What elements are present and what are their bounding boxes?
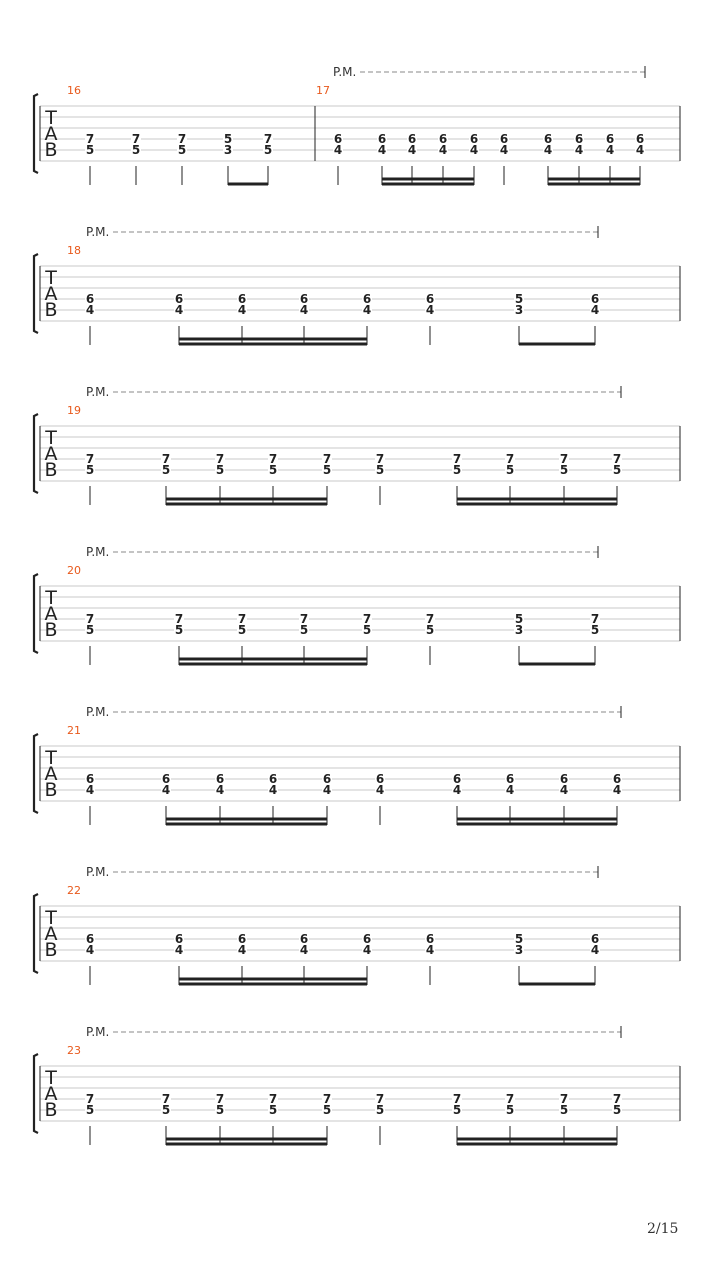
fret-number: 5 bbox=[161, 1103, 171, 1117]
measure-number: 18 bbox=[67, 244, 81, 257]
fret-number: 6 bbox=[612, 772, 622, 786]
fret-number: 6 bbox=[505, 772, 515, 786]
fret-number: 7 bbox=[452, 452, 462, 466]
fret-number: 4 bbox=[543, 143, 553, 157]
fret-number: 4 bbox=[362, 303, 372, 317]
tab-clef-letter: T bbox=[45, 587, 57, 609]
fret-number: 7 bbox=[612, 1092, 622, 1106]
fret-number: 7 bbox=[425, 612, 435, 626]
fret-number: 7 bbox=[505, 1092, 515, 1106]
fret-number: 5 bbox=[612, 463, 622, 477]
measure-number: 19 bbox=[67, 404, 81, 417]
fret-number: 6 bbox=[85, 772, 95, 786]
tab-clef-letter: A bbox=[44, 1083, 58, 1105]
palm-mute-label: P.M. bbox=[86, 1025, 110, 1039]
fret-number: 5 bbox=[505, 1103, 515, 1117]
tab-clef-letter: A bbox=[44, 123, 58, 145]
tab-clef-letter: T bbox=[45, 747, 57, 769]
tab-clef-letter: B bbox=[44, 779, 58, 801]
fret-number: 4 bbox=[635, 143, 645, 157]
measure-number: 17 bbox=[316, 84, 330, 97]
fret-number: 6 bbox=[605, 132, 615, 146]
fret-number: 5 bbox=[452, 463, 462, 477]
fret-number: 5 bbox=[85, 623, 95, 637]
system-bracket bbox=[34, 1054, 38, 1133]
fret-number: 4 bbox=[425, 943, 435, 957]
fret-number: 6 bbox=[469, 132, 479, 146]
fret-number: 4 bbox=[85, 303, 95, 317]
fret-number: 5 bbox=[505, 463, 515, 477]
palm-mute-label: P.M. bbox=[333, 65, 357, 79]
fret-number: 7 bbox=[85, 132, 95, 146]
palm-mute-label: P.M. bbox=[86, 705, 110, 719]
fret-number: 4 bbox=[322, 783, 332, 797]
system-bracket bbox=[34, 894, 38, 973]
fret-number: 5 bbox=[612, 1103, 622, 1117]
fret-number: 4 bbox=[559, 783, 569, 797]
fret-number: 6 bbox=[268, 772, 278, 786]
fret-number: 4 bbox=[174, 303, 184, 317]
fret-number: 7 bbox=[161, 1092, 171, 1106]
fret-number: 4 bbox=[299, 303, 309, 317]
fret-number: 4 bbox=[174, 943, 184, 957]
fret-number: 5 bbox=[268, 1103, 278, 1117]
fret-number: 7 bbox=[263, 132, 273, 146]
tab-clef-letter: T bbox=[45, 107, 57, 129]
fret-number: 5 bbox=[452, 1103, 462, 1117]
fret-number: 5 bbox=[174, 623, 184, 637]
fret-number: 4 bbox=[505, 783, 515, 797]
fret-number: 6 bbox=[85, 932, 95, 946]
fret-number: 5 bbox=[237, 623, 247, 637]
fret-number: 7 bbox=[268, 452, 278, 466]
fret-number: 7 bbox=[375, 1092, 385, 1106]
fret-number: 7 bbox=[559, 452, 569, 466]
fret-number: 5 bbox=[425, 623, 435, 637]
fret-number: 7 bbox=[612, 452, 622, 466]
fret-number: 4 bbox=[425, 303, 435, 317]
measure-number: 21 bbox=[67, 724, 81, 737]
fret-number: 4 bbox=[85, 943, 95, 957]
fret-number: 7 bbox=[215, 1092, 225, 1106]
fret-number: 4 bbox=[377, 143, 387, 157]
tab-clef-letter: B bbox=[44, 139, 58, 161]
fret-number: 4 bbox=[85, 783, 95, 797]
fret-number: 6 bbox=[215, 772, 225, 786]
fret-number: 7 bbox=[362, 612, 372, 626]
fret-number: 4 bbox=[612, 783, 622, 797]
fret-number: 6 bbox=[174, 292, 184, 306]
measure-number: 20 bbox=[67, 564, 81, 577]
fret-number: 6 bbox=[333, 132, 343, 146]
fret-number: 7 bbox=[215, 452, 225, 466]
tab-clef-letter: A bbox=[44, 443, 58, 465]
fret-number: 7 bbox=[131, 132, 141, 146]
fret-number: 6 bbox=[438, 132, 448, 146]
fret-number: 6 bbox=[425, 932, 435, 946]
fret-number: 5 bbox=[299, 623, 309, 637]
fret-number: 5 bbox=[375, 463, 385, 477]
tab-clef-letter: B bbox=[44, 459, 58, 481]
fret-number: 5 bbox=[85, 143, 95, 157]
fret-number: 6 bbox=[407, 132, 417, 146]
fret-number: 5 bbox=[322, 1103, 332, 1117]
fret-number: 4 bbox=[605, 143, 615, 157]
fret-number: 4 bbox=[161, 783, 171, 797]
fret-number: 4 bbox=[237, 303, 247, 317]
fret-number: 7 bbox=[452, 1092, 462, 1106]
fret-number: 6 bbox=[559, 772, 569, 786]
fret-number: 6 bbox=[375, 772, 385, 786]
fret-number: 6 bbox=[425, 292, 435, 306]
tab-clef-letter: T bbox=[45, 1067, 57, 1089]
fret-number: 7 bbox=[322, 452, 332, 466]
tab-clef-letter: T bbox=[45, 427, 57, 449]
system-bracket bbox=[34, 734, 38, 813]
fret-number: 6 bbox=[590, 292, 600, 306]
fret-number: 5 bbox=[215, 463, 225, 477]
tab-clef-letter: A bbox=[44, 763, 58, 785]
tab-clef-letter: A bbox=[44, 923, 58, 945]
fret-number: 5 bbox=[131, 143, 141, 157]
fret-number: 5 bbox=[85, 1103, 95, 1117]
fret-number: 4 bbox=[268, 783, 278, 797]
fret-number: 5 bbox=[322, 463, 332, 477]
palm-mute-label: P.M. bbox=[86, 865, 110, 879]
fret-number: 7 bbox=[161, 452, 171, 466]
fret-number: 4 bbox=[362, 943, 372, 957]
measure-number: 22 bbox=[67, 884, 81, 897]
fret-number: 5 bbox=[223, 132, 233, 146]
fret-number: 5 bbox=[268, 463, 278, 477]
fret-number: 7 bbox=[590, 612, 600, 626]
fret-number: 5 bbox=[161, 463, 171, 477]
fret-number: 4 bbox=[215, 783, 225, 797]
fret-number: 5 bbox=[590, 623, 600, 637]
fret-number: 6 bbox=[322, 772, 332, 786]
fret-number: 6 bbox=[237, 292, 247, 306]
tab-clef-letter: B bbox=[44, 619, 58, 641]
system-bracket bbox=[34, 254, 38, 333]
fret-number: 5 bbox=[514, 292, 524, 306]
fret-number: 7 bbox=[85, 1092, 95, 1106]
fret-number: 7 bbox=[299, 612, 309, 626]
fret-number: 3 bbox=[514, 623, 524, 637]
fret-number: 6 bbox=[452, 772, 462, 786]
fret-number: 3 bbox=[514, 303, 524, 317]
tab-clef-letter: B bbox=[44, 939, 58, 961]
fret-number: 5 bbox=[263, 143, 273, 157]
system-bracket bbox=[34, 414, 38, 493]
fret-number: 6 bbox=[590, 932, 600, 946]
fret-number: 5 bbox=[559, 1103, 569, 1117]
fret-number: 6 bbox=[85, 292, 95, 306]
fret-number: 6 bbox=[543, 132, 553, 146]
page-number: 2/15 bbox=[647, 1221, 679, 1237]
tab-clef-letter: T bbox=[45, 907, 57, 929]
fret-number: 6 bbox=[237, 932, 247, 946]
fret-number: 7 bbox=[322, 1092, 332, 1106]
fret-number: 7 bbox=[559, 1092, 569, 1106]
fret-number: 6 bbox=[377, 132, 387, 146]
fret-number: 4 bbox=[237, 943, 247, 957]
fret-number: 6 bbox=[299, 292, 309, 306]
fret-number: 4 bbox=[590, 943, 600, 957]
tab-clef-letter: A bbox=[44, 283, 58, 305]
fret-number: 4 bbox=[375, 783, 385, 797]
fret-number: 6 bbox=[161, 772, 171, 786]
fret-number: 6 bbox=[635, 132, 645, 146]
fret-number: 4 bbox=[469, 143, 479, 157]
fret-number: 5 bbox=[362, 623, 372, 637]
fret-number: 7 bbox=[85, 612, 95, 626]
palm-mute-label: P.M. bbox=[86, 225, 110, 239]
fret-number: 6 bbox=[174, 932, 184, 946]
tab-clef-letter: A bbox=[44, 603, 58, 625]
fret-number: 6 bbox=[499, 132, 509, 146]
fret-number: 3 bbox=[223, 143, 233, 157]
fret-number: 4 bbox=[333, 143, 343, 157]
system-bracket bbox=[34, 574, 38, 653]
fret-number: 4 bbox=[438, 143, 448, 157]
fret-number: 4 bbox=[574, 143, 584, 157]
fret-number: 5 bbox=[514, 612, 524, 626]
fret-number: 4 bbox=[452, 783, 462, 797]
tab-clef-letter: B bbox=[44, 1099, 58, 1121]
measure-number: 23 bbox=[67, 1044, 81, 1057]
fret-number: 6 bbox=[574, 132, 584, 146]
fret-number: 7 bbox=[375, 452, 385, 466]
fret-number: 5 bbox=[85, 463, 95, 477]
fret-number: 7 bbox=[85, 452, 95, 466]
system-bracket bbox=[34, 94, 38, 173]
fret-number: 5 bbox=[514, 932, 524, 946]
fret-number: 7 bbox=[268, 1092, 278, 1106]
fret-number: 4 bbox=[590, 303, 600, 317]
fret-number: 7 bbox=[237, 612, 247, 626]
palm-mute-label: P.M. bbox=[86, 545, 110, 559]
tab-clef-letter: B bbox=[44, 299, 58, 321]
fret-number: 7 bbox=[177, 132, 187, 146]
fret-number: 6 bbox=[299, 932, 309, 946]
fret-number: 5 bbox=[375, 1103, 385, 1117]
palm-mute-label: P.M. bbox=[86, 385, 110, 399]
fret-number: 4 bbox=[299, 943, 309, 957]
fret-number: 6 bbox=[362, 292, 372, 306]
fret-number: 4 bbox=[499, 143, 509, 157]
fret-number: 5 bbox=[177, 143, 187, 157]
tab-clef-letter: T bbox=[45, 267, 57, 289]
fret-number: 7 bbox=[174, 612, 184, 626]
fret-number: 5 bbox=[559, 463, 569, 477]
fret-number: 4 bbox=[407, 143, 417, 157]
fret-number: 7 bbox=[505, 452, 515, 466]
fret-number: 5 bbox=[215, 1103, 225, 1117]
measure-number: 16 bbox=[67, 84, 81, 97]
fret-number: 6 bbox=[362, 932, 372, 946]
fret-number: 3 bbox=[514, 943, 524, 957]
